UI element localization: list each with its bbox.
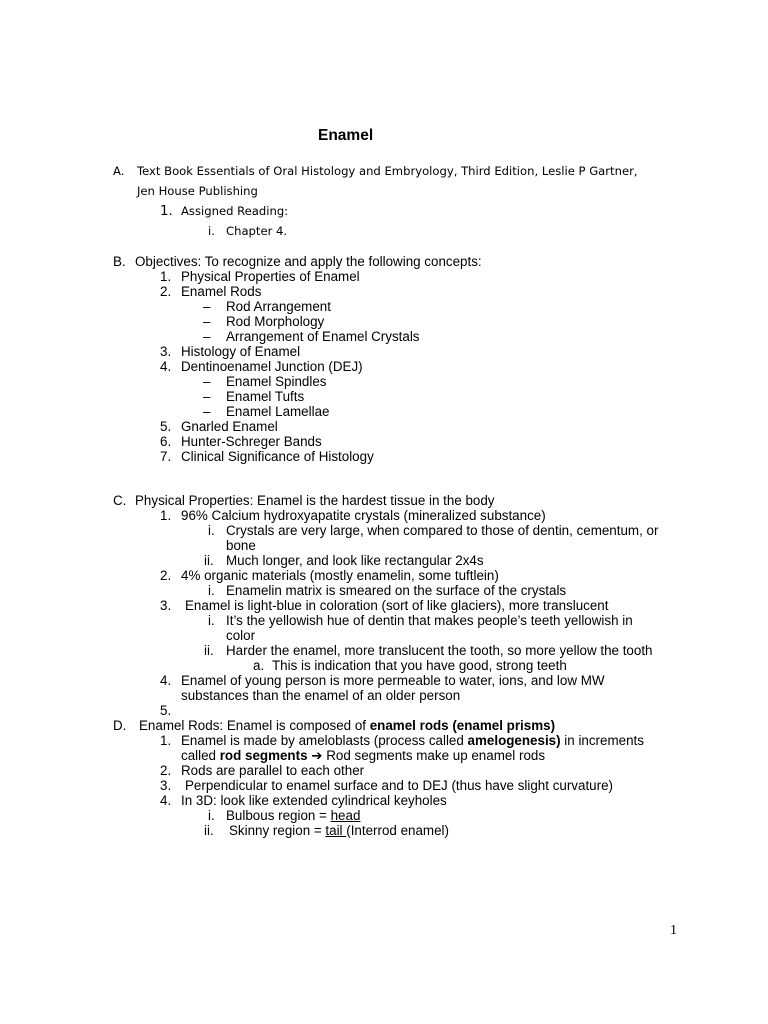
section-d-text-plain: Enamel Rods: Enamel is composed of — [139, 718, 370, 733]
dash-marker: – — [203, 389, 211, 404]
list-item-text: Perpendicular to enamel surface and to DEJ (thus have slight curvature) — [185, 778, 613, 793]
list-marker: 4. — [160, 359, 172, 374]
list-item-text: Enamelin matrix is smeared on the surface of the crystals — [226, 583, 567, 598]
list-marker: ii. — [204, 643, 214, 658]
list-item-text: Rods are parallel to each other — [181, 763, 365, 778]
list-item-text: This is indication that you have good, strong teeth — [272, 658, 567, 673]
list-marker: i. — [208, 583, 215, 598]
list-marker: 3. — [160, 598, 172, 613]
dash-marker: – — [203, 314, 211, 329]
text-plain: Skinny region = — [229, 823, 326, 838]
text-bold: rod segments — [219, 748, 308, 763]
list-marker: 1. — [160, 733, 172, 748]
section-a-text: Text Book Essentials of Oral Histology and Embryology, Third Edition, Leslie P Gartner, — [137, 164, 638, 178]
text-plain: in increments — [560, 733, 644, 748]
list-item-text — [226, 808, 360, 823]
dash-marker: – — [203, 299, 211, 314]
list-marker: 2. — [160, 284, 172, 299]
text-plain: (Interrod enamel) — [346, 823, 449, 838]
section-c-text: Physical Properties: Enamel is the hardest tissue in the body — [135, 493, 495, 508]
text-plain: Rod segments make up enamel rods — [322, 748, 546, 763]
list-marker: i. — [208, 523, 215, 538]
list-marker: 2. — [160, 763, 172, 778]
list-marker: i. — [208, 808, 215, 823]
list-item-text: bone — [226, 538, 256, 553]
list-marker: 5. — [160, 703, 172, 718]
list-item-text: 4% organic materials (mostly enamelin, some tuftlein) — [181, 568, 499, 583]
list-item-text: Histology of Enamel — [181, 344, 301, 359]
section-b-text: Objectives: To recognize and apply the following concepts: — [135, 254, 482, 269]
list-marker: 3. — [160, 344, 172, 359]
list-marker: 5. — [160, 419, 172, 434]
list-marker: 2. — [160, 568, 172, 583]
text-plain: Enamel is made by ameloblasts (process called — [181, 733, 468, 748]
list-item-text: Enamel Rods — [181, 284, 262, 299]
list-item-text: Clinical Significance of Histology — [181, 449, 374, 464]
dash-marker: – — [203, 404, 211, 419]
list-item-text: Gnarled Enamel — [181, 419, 278, 434]
list-item-text: Enamel of young person is more permeable to water, ions, and low MW — [181, 673, 605, 688]
dash-marker: – — [203, 374, 211, 389]
list-item-text: Enamel Tufts — [226, 389, 305, 404]
text-bold: amelogenesis) — [467, 733, 561, 748]
list-marker: 6. — [160, 434, 172, 449]
list-item-text: Rod Morphology — [226, 314, 325, 329]
list-item-text: Assigned Reading: — [181, 204, 289, 218]
text-underlined: tail — [325, 823, 347, 838]
list-marker: 1. — [160, 269, 172, 284]
right-arrow-icon: ➔ — [311, 748, 323, 763]
list-marker: 1. — [160, 508, 172, 523]
section-d-text — [139, 718, 555, 733]
document-title: Enamel — [318, 127, 374, 144]
list-item-text: Hunter-Schreger Bands — [181, 434, 322, 449]
list-item-text: It’s the yellowish hue of dentin that makes people’s teeth yellowish in — [226, 613, 633, 628]
list-marker: 7. — [160, 449, 172, 464]
section-d-marker: D. — [113, 718, 127, 733]
list-item-text: Much longer, and look like rectangular 2x4s — [226, 553, 484, 568]
list-marker: i. — [208, 613, 215, 628]
list-marker: ii. — [204, 823, 214, 838]
list-item-text: substances than the enamel of an older person — [181, 688, 461, 703]
list-marker: i. — [208, 224, 215, 238]
list-item-text: In 3D: look like extended cylindrical keyholes — [181, 793, 447, 808]
list-item-text: Enamel Lamellae — [226, 404, 330, 419]
list-item-text — [229, 823, 449, 838]
dash-marker: – — [203, 329, 211, 344]
list-item-text: Chapter 4. — [226, 224, 288, 238]
list-item-text: 96% Calcium hydroxyapatite crystals (mineralized substance) — [181, 508, 546, 523]
list-marker: 4. — [160, 673, 172, 688]
list-item-text: Rod Arrangement — [226, 299, 331, 314]
list-marker: ii. — [204, 553, 214, 568]
list-item-text — [181, 733, 644, 748]
section-a-text-cont: Jen House Publishing — [137, 184, 258, 198]
list-item-text: color — [226, 628, 256, 643]
text-underlined: head — [330, 808, 361, 823]
section-c-marker: C. — [113, 493, 127, 508]
page-number: 1 — [670, 923, 677, 938]
list-item-text: Crystals are very large, when compared to those of dentin, cementum, or — [226, 523, 659, 538]
text-plain: called — [181, 748, 220, 763]
text-plain: Bulbous region = — [226, 808, 331, 823]
list-item-text: Arrangement of Enamel Crystals — [226, 329, 420, 344]
list-item-text: Enamel is light-blue in coloration (sort of like glaciers), more translucent — [185, 598, 609, 613]
list-marker: a. — [253, 658, 265, 673]
section-a-marker: A. — [113, 164, 125, 178]
list-marker: 4. — [160, 793, 172, 808]
list-item-text: Harder the enamel, more translucent the tooth, so more yellow the tooth — [226, 643, 653, 658]
list-item-text: Enamel Spindles — [226, 374, 327, 389]
list-marker: 3. — [160, 778, 172, 793]
list-item-text: Physical Properties of Enamel — [181, 269, 360, 284]
list-item-text: Dentinoenamel Junction (DEJ) — [181, 359, 363, 374]
list-marker: 1. — [160, 204, 173, 219]
section-b-marker: B. — [113, 254, 126, 269]
section-d-text-bold: enamel rods (enamel prisms) — [369, 718, 556, 733]
list-item-text — [181, 748, 545, 763]
